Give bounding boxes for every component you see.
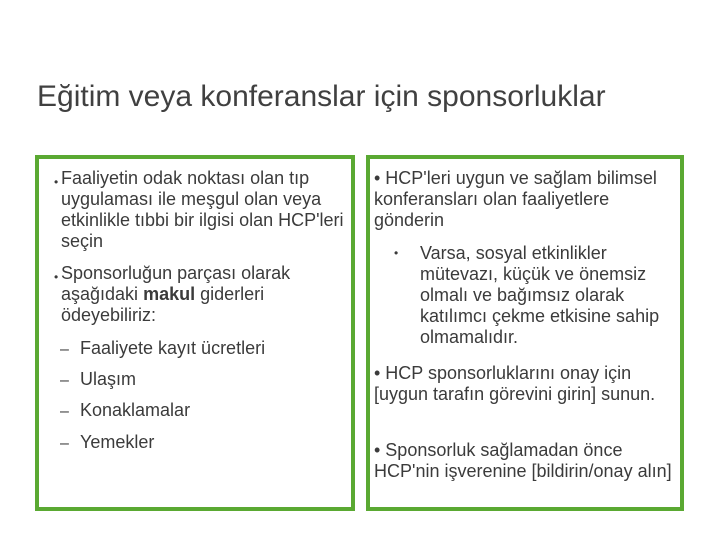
slide-title: Eğitim veya konferanslar için sponsorluklar — [37, 80, 606, 113]
bullet-icon: • — [54, 175, 59, 189]
right-item-1: • HCP'leri uygun ve sağlam bilimsel konferansları olan faaliyetlere gönderin — [374, 168, 657, 230]
dash-icon: – — [60, 403, 69, 420]
left-item-2-text: Sponsorluğun parçası olarak aşağıdaki — [61, 263, 291, 304]
bullet-icon: • — [54, 270, 59, 284]
right-item-2: • HCP sponsorluklarını onay için [uygun tarafın görevini girin] sunun. — [374, 363, 656, 404]
sub-item: Ulaşım — [80, 369, 137, 389]
dash-icon: – — [60, 435, 69, 452]
left-item-2 — [61, 263, 336, 326]
sub-item: Konaklamalar — [80, 400, 191, 420]
sub-item: Yemekler — [80, 432, 155, 452]
sub-item: Faaliyete kayıt ücretleri — [80, 338, 266, 358]
bullet-icon: • — [394, 246, 399, 260]
right-item-1-sub: Varsa, sosyal etkinlikler mütevazı, küçük ve önemsiz olmalı ve bağımsız olarak katılımcı çekme etkisine sahip olmamalıdır. — [420, 243, 660, 347]
left-item-2-bold: makul — [143, 284, 196, 304]
right-item-3: • Sponsorluk sağlamadan önce HCP'nin işverenine [bildirin/onay alın] — [374, 440, 672, 481]
left-item-2-rest: giderleri ödeyebiliriz: — [61, 284, 265, 325]
dash-icon: – — [60, 341, 69, 358]
left-item-1: Faaliyetin odak noktası olan tıp uygulaması ile meşgul olan veya etkinlikle tıbbi bir ilgisi olan HCP'leri seçin — [61, 168, 344, 251]
dash-icon: – — [60, 372, 69, 389]
